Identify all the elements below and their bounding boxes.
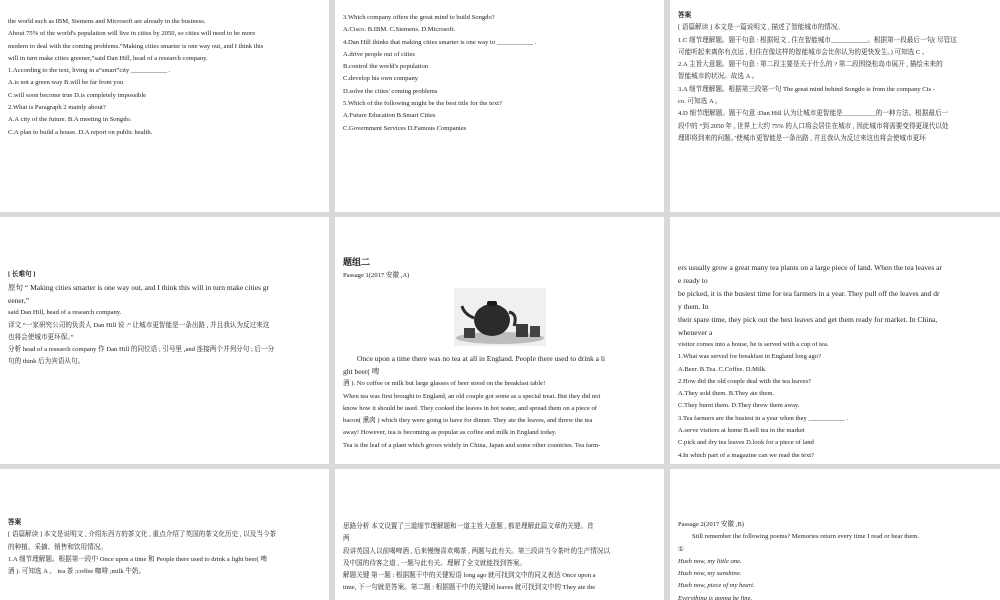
- text-line: the world such as IBM, Siemens and Microsoft are already in the business.: [8, 18, 206, 25]
- answer-options: C.Government Services D.Famous Companies: [343, 124, 467, 132]
- poem-line: Hush now, my sunshine.: [678, 570, 742, 578]
- section-title: 题组二: [343, 257, 371, 267]
- question-stem: 1.What was served for breakfast in England long ago?: [678, 353, 821, 361]
- text-line: will in turn make cities greener,”said Dan Hill, head of a research company.: [8, 54, 208, 62]
- answer-options: C.A plan to build a house. D.A report on public health.: [8, 128, 153, 136]
- poem-line: Everything is gonna be fine.: [678, 594, 753, 600]
- text-line: 的种植、采摘、销售和饮用情况。: [8, 543, 107, 551]
- passage-line: whenever a: [678, 328, 713, 337]
- text-line: 分析 head of a research company 作 Dan Hill 的同位语 ; 引号里 ,and 连接两个并列分句 ; 后一分: [8, 346, 275, 354]
- question-stem: 2.How did the old couple deal with the tea leaves?: [678, 377, 811, 385]
- text-line: co. 可知选 A 。: [678, 98, 722, 106]
- text-line: 思路分析 本文设置了三道细节理解题和一道主旨大意题 , 都是理解此篇文章的关键。首: [343, 523, 594, 530]
- text-line: 可能听起来离你有点远 , 但住在像这样的智能城市会比你认为的更快发生。) 可知选 C 。: [678, 48, 929, 56]
- text-line: 智能城市的状况。故选 A 。: [678, 73, 759, 81]
- document-page-4: [0, 217, 329, 464]
- document-page-1: [0, 0, 329, 212]
- document-page-6: [670, 217, 1000, 464]
- text-line: 解题关键 第一题 : 根据题干中的关键短语 long ago 就可找到文中的同义表达 Once upon a: [343, 572, 596, 580]
- answer-option: C.develop his own company: [343, 75, 419, 83]
- passage-line: Still remember the following poems? Memories return every time I read or hear them.: [692, 533, 920, 541]
- text-line: eener,”: [8, 296, 30, 306]
- passage-line: visitor comes into a house, he is served with a cup of tea.: [678, 341, 829, 348]
- passage-line: When tea was first brought to England, an old couple got some as a special treat. But they did not: [343, 392, 601, 400]
- answer-options: A.serve visitors at home B.sell tea in the market: [678, 427, 805, 435]
- document-page-7: [0, 469, 329, 600]
- text-line: [ 语篇解读 ] 本文是说明文 , 介绍东西方的茶文化 , 重点介绍了英国的茶文化历史 , 以及当今茶: [8, 531, 277, 539]
- passage-line: their spare time, they pick out the best leaves and get them ready for market. In China,: [678, 315, 938, 324]
- passage-source: Passage 1(2017 安徽 ,A): [343, 272, 410, 279]
- text-line: 3.A 细节理解题。根据第三段第一句 The great mind behind Songdo is from the company Cis -: [678, 85, 935, 93]
- answer-option: D.solve the cities' coming problems: [343, 87, 438, 95]
- passage-line: be picked, it is the busiest time for tea farmers in a year. They pull off the leaves and dr: [678, 289, 940, 298]
- passage-line: Tea is the leaf of a plant which grows widely in China, Japan and some other countries. Tea farm-: [343, 441, 601, 449]
- answer-heading: 答案: [8, 519, 22, 526]
- text-line: modern to deal with the coming problems.“Making cities smarter is one way out, and I think this: [8, 42, 264, 50]
- section-label: [ 长难句 ]: [8, 271, 36, 278]
- question-stem: 5.Which of the following might be the best title for the text?: [343, 100, 502, 108]
- passage-line: Once upon a time there was no tea at all in England. People there used to drink a li: [357, 354, 606, 364]
- passage-line: bacon( 熏肉 ) which they were going to have for dinner. They ate the leaves, and threw the tea: [343, 417, 593, 425]
- passage-line: know how it should be used. They cooked the leaves in hot water, and spread them on a piece of: [343, 404, 597, 412]
- text-line: time, 下一句就是答案。第二题 : 根据题干中的关键词 leaves 就可找到文中的 They ate the: [343, 584, 596, 592]
- answer-options: A.They sold them. B.They ate them.: [678, 390, 775, 398]
- answer-options: C.will soon become true D.is completely impossible: [8, 91, 147, 99]
- answer-options: C.pick and dry tea leaves D.look for a piece of land: [678, 439, 814, 447]
- document-page-5: [335, 217, 664, 464]
- text-line: 理即将到来的问题。’使城市更智能是一条出路 , 并且我认为反过来这也将会使城市更环: [678, 134, 926, 142]
- question-stem: 4.In which part of a magazine can we read the text?: [678, 451, 815, 459]
- question-stem: 4.Dan Hill thinks that making cities smarter is one way to ___________ .: [343, 38, 537, 46]
- text-line: 两: [343, 535, 350, 543]
- passage-line: y them. In: [678, 302, 709, 311]
- text-line: 译文 “一家研究公司的负责人 Dan Hill 说 :“ 让城市更智能是一条出路 , 并且我认为反过来这: [8, 321, 270, 329]
- answer-options: C.They burnt them. D.They threw them away.: [678, 402, 800, 410]
- teapot-photo: [454, 288, 546, 346]
- text-line: About 75% of the world's population will live in cities by 2050, so cities will need to be more: [8, 30, 256, 38]
- question-stem: 3.Tea farmers are the busiest in a year when they ___________ .: [678, 414, 849, 422]
- poem-line: Hush now, piece of my heart.: [678, 582, 755, 590]
- passage-line: ers usually grow a great many tea plants on a large piece of land. When the tea leaves ar: [678, 263, 942, 272]
- text-line: 1.A 细节理解题。根据第一段中 Once upon a time 和 People there used to drink a light beer( 啤: [8, 555, 267, 563]
- answer-option: B.control the world's population: [343, 63, 429, 71]
- text-line: [ 语篇解读 ] 本文是一篇说明文 , 描述了智能城市的情况。: [678, 24, 844, 32]
- passage-source: Passage 2(2017 安徽 ,B): [678, 521, 744, 528]
- poem-line: Hush now, my little one.: [678, 557, 742, 565]
- answer-options: A.Beer. B.Tea. C.Coffee. D.Milk.: [678, 365, 767, 373]
- document-page-2: [335, 0, 664, 212]
- text-line: 酒 ). 可知选 A 。 tea 茶 ;coffee 咖啡 ;milk 牛奶。: [8, 568, 146, 576]
- question-stem: 3.Which company offers the great mind to build Songdo?: [343, 14, 495, 21]
- passage-line: e ready to: [678, 276, 708, 285]
- passage-line: away! However, tea is becoming as popular as coffee and milk in England today.: [343, 429, 557, 437]
- text-line: 1.C 细节理解题。题干句意 : 根据短文 , 住在智能城市___________。根据第一段最后一句( 尽管这: [678, 36, 957, 44]
- answer-options: A.A city of the future. B.A meeting in Songdo.: [8, 116, 132, 124]
- text-line: 及中国的待客之道 , 一题与此有关。理解了全文就能找到答案。: [343, 559, 526, 567]
- answer-heading: 答案: [678, 12, 692, 19]
- text-line: 也将会使城市更环保。”: [8, 333, 74, 341]
- text-line: 段中的 “到 2050 年 , 世界上大约 75% 的人口将会居住在城市 , 因此城市将需要变得更现代以处: [678, 122, 949, 130]
- answer-options: A.Cisco. B.IBM. C.Siemens. D.Microsoft.: [343, 26, 456, 34]
- passage-line: 酒 ). No coffee or milk but large glasses of beer stood on the breakfast table!: [343, 380, 546, 388]
- text-line: 4.D 细节理解题。题干句意 :Dan Hill 认为让城市更智能是__________的一种方法。根据最后一: [678, 110, 949, 118]
- passage-line: ght beer( 啤: [343, 367, 380, 377]
- question-stem: 2.What is Paragraph 2 mainly about?: [8, 104, 106, 112]
- text-line: said Dan Hill, head of a research company.: [8, 309, 122, 317]
- poem-number: ①: [678, 545, 684, 553]
- document-page-3: [670, 0, 1000, 212]
- question-stem: 1.According to the text, living in a“smart”city ___________ .: [8, 67, 171, 75]
- answer-options: A.Future Education B.Smart Cities: [343, 112, 436, 120]
- document-page-9: [670, 469, 1000, 600]
- document-page-8: [335, 469, 664, 600]
- text-line: 原句 “ Making cities smarter is one way out, and I think this will in turn make cities gr: [8, 283, 269, 293]
- answer-options: A.is not a green way B.will be far from you: [8, 79, 124, 87]
- text-line: 段讲英国人以前喝啤酒 , 后来慢慢喜欢喝茶 , 两题与此有关。第三段讲当今茶叶的生产情况以: [343, 547, 611, 555]
- answer-option: A.drive people out of cities: [343, 50, 415, 58]
- text-line: 2.A 主旨大意题。题干句意 : 第二段主要是关于什么的 ? 第二段围绕松岛市展开 , 描绘未来的: [678, 61, 943, 69]
- text-line: 句的 think 后为宾语从句。: [8, 358, 85, 366]
